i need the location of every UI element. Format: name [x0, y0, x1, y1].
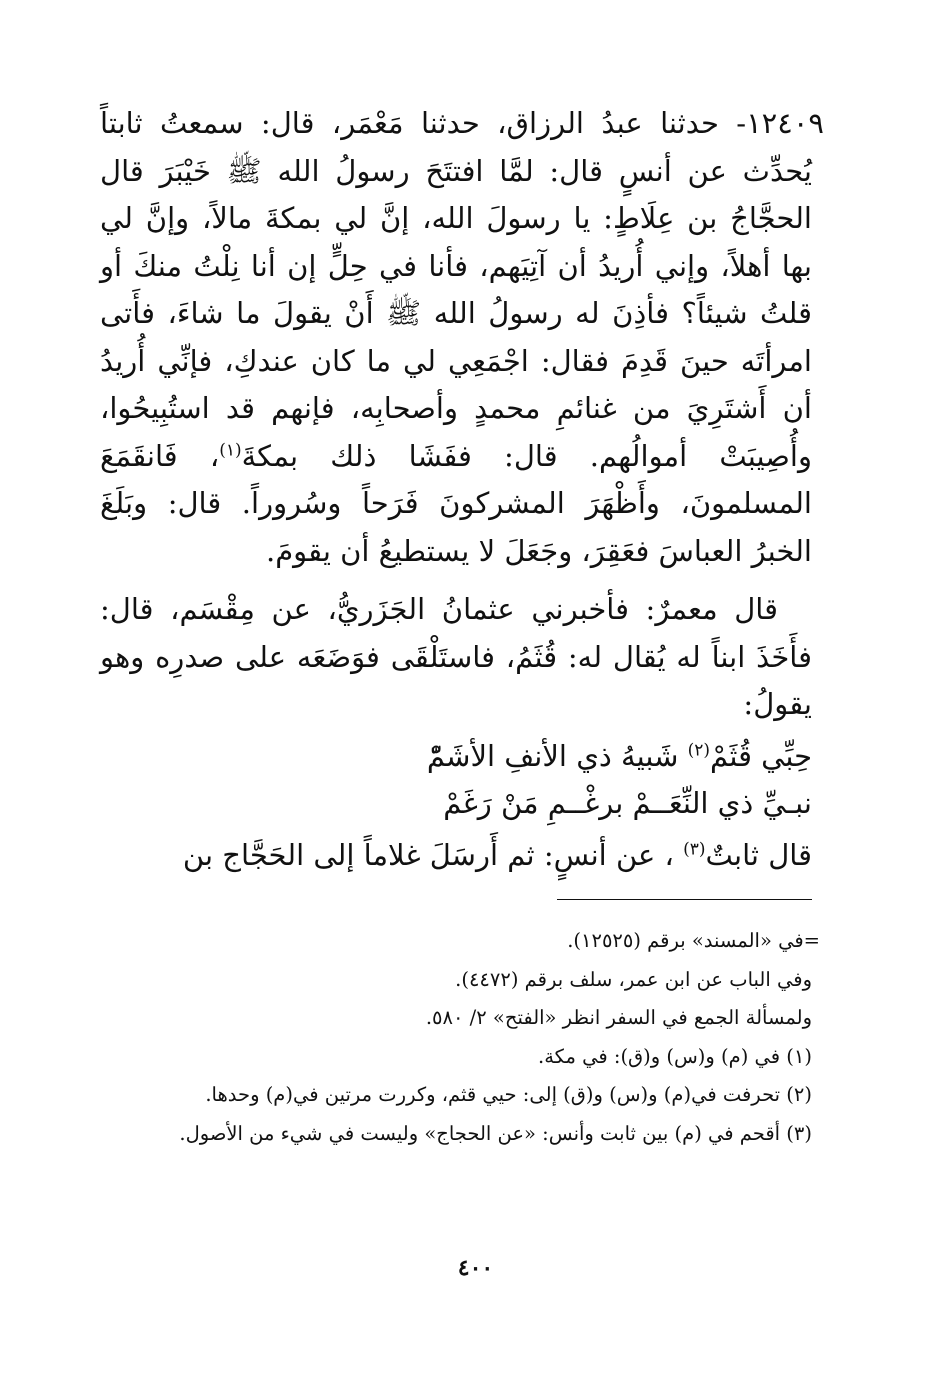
footnote-continuation-3: ولمسألة الجمع في السفر انظر «الفتح» ٢/ ٥٨٠.	[425, 1006, 812, 1029]
footnote-marker-1[interactable]: (١)	[219, 439, 242, 460]
hadith-body: عن أنسٍ قال: لمَّا افتتَحَ رسولُ الله ﷺ خَيْبَرَ قال الحجَّاجُ بن عِلَاطٍ: يا رسولَ الله، إنَّ لي بمكةَ مالاً، وإنَّ لي بها أهلاً، وإني أُريدُ أن آتِيَهم، فأنا في حِلٍّ إن أنا نِلْتُ منكَ أو قلتُ شيئاً؟ فأذِنَ له رسولُ الله ﷺ أَنْ يقولَ ما شاءَ، فأَتى امرأتَه حينَ قَدِمَ فقال: اجْمَعِي لي ما كان عندكِ، فإنِّي أُريدُ أن أَشتَرِيَ من غنائمِ محمدٍ وأصحابِه، فإنهم قد استُبِيحُوا، وأُصِيبَتْ أموالُهم. قال: ففَشَا ذلك بمكةَ	[100, 153, 812, 473]
footnotes	[100, 922, 820, 1153]
footnote-continuation-1: =في «المسند» برقم (١٢٥٢٥).	[567, 929, 820, 952]
verse-line-2-text: نبـيِّ ذي النِّعَــمْ برغْــمِ مَنْ رَغَمْ	[443, 786, 812, 820]
footnote-continuation-2: وفي الباب عن ابن عمر، سلف برقم (٤٤٧٢).	[455, 967, 812, 991]
page-number: ٤٠٠	[457, 1255, 494, 1281]
footnote-marker-3[interactable]: (٣)	[683, 838, 706, 859]
verse-line-1-part-b: شَبيهُ ذي الأنفِ الأشَمّْ	[426, 738, 688, 773]
hadith-body-continued: ، فَانقَمَعَ المسلمونَ، وأَظْهَرَ المشركونَ فَرَحاً وسُروراً. قال: وبَلَغَ الخبرُ العباسَ فعَقِرَ، وجَعَلَ لا يستطيعُ أن يقومَ.	[100, 438, 812, 568]
main-text	[100, 100, 824, 879]
footnote-2: (٢) تحرفت في(م) و(س) و(ق) إلى: حيي قثم، وكررت مرتين في(م) وحدها.	[205, 1083, 812, 1106]
paragraph-2-text: قال معمرٌ: فأخبرني عثمانُ الجَزَريُّ، عن مِقْسَم، قال: فأَخَذَ ابناً له يُقال له: قُثَمُ، فاستَلْقَى فوَضَعَه على صدرِه وهو يقولُ:	[100, 592, 812, 721]
verse-line-1-part-a: حِبِّي قُثَمْ	[710, 738, 812, 773]
footnote-divider	[557, 899, 812, 900]
verse-line-1	[100, 733, 812, 781]
paragraph-3-part-a: قال ثابتٌ	[705, 837, 812, 872]
poetry-verse	[100, 733, 812, 828]
footnote-marker-2[interactable]: (٢)	[687, 739, 711, 760]
page-content	[100, 100, 824, 1153]
footnote-1: (١) في (م) و(س) و(ق): في مكة.	[538, 1044, 812, 1068]
verse-line-2	[100, 780, 812, 828]
paragraph-3-part-b: ، عن أنسٍ: ثم أَرسَلَ غلاماً إلى الحَجَّاج بن	[182, 837, 684, 872]
hadith-paragraph-1	[100, 100, 824, 575]
footnote-3: (٣) أقحم في (م) بين ثابت وأنس: «عن الحجاج» وليست في شيء من الأصول.	[179, 1121, 812, 1145]
hadith-isnad: ١٢٤٠٩- حدثنا عبدُ الرزاق، حدثنا مَعْمَر، قال: سمعتُ ثابتاً يُحدِّث	[100, 106, 824, 188]
hadith-paragraph-3	[100, 832, 812, 880]
hadith-paragraph-2	[100, 586, 812, 729]
